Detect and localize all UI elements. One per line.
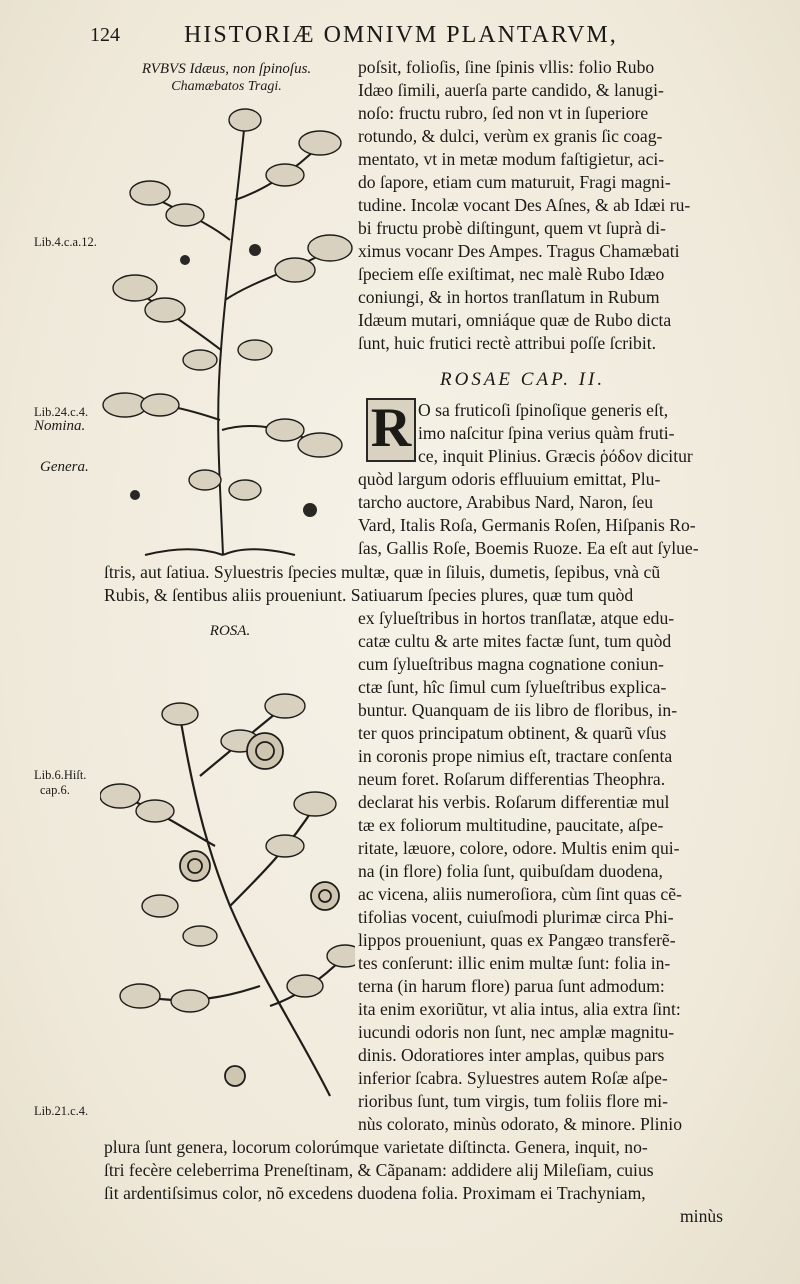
text-line: mentato, vt in metæ modum faſtigietur, aci- (358, 149, 665, 169)
margin-note: Lib.4.c.a.12. (34, 235, 97, 249)
text-line: rotundo, & dulci, verùm ex granis ſic coag- (358, 126, 663, 146)
margin-note: Genera. (40, 459, 89, 475)
figure1-caption-line1: RVBVS Idæus, non ſpinoſus. (141, 61, 312, 77)
text-line: tifolias vocent, cuiuſmodi plurimæ circa Phi- (358, 907, 674, 927)
margin-note: Lib.24.c.4. (34, 405, 89, 419)
dropcap-initial (366, 398, 416, 462)
text-line: Idæo ſimili, auerſa parte candido, & lanugi- (358, 80, 664, 100)
dropcap-letter: R (370, 397, 412, 459)
text-line: neum foret. Roſarum differentias Theophra. (358, 769, 666, 789)
rubus-woodcut-illustration (95, 100, 355, 560)
text-line: imo naſcitur ſpina verius quàm fruti- (418, 423, 675, 443)
text-line: in coronis prope nimius eſt, tractare conſenta (358, 746, 673, 766)
text-line: poſsit, folioſis, ſine ſpinis vllis: folio Rubo (358, 57, 655, 77)
rosa-woodcut-illustration (100, 656, 355, 1116)
figure2-caption: ROSA. (209, 623, 251, 639)
text-line: ſit ardentiſsimus color, nõ excedens duodena folia. Proximam ei Trachyniam, (104, 1183, 646, 1203)
catchword: minùs (680, 1206, 724, 1226)
text-line: ximus vocanr Des Ampes. Tragus Chamæbati (358, 241, 680, 261)
text-line: lippos proueniunt, quas ex Pangæo transferẽ- (358, 930, 676, 950)
text-line: declarat his verbis. Roſarum differentiæ mul (358, 792, 670, 812)
text-line: quòd largum odoris effluuium emittat, Plu- (358, 469, 661, 489)
text-line: Vard, Italis Roſa, Germanis Roſen, Hiſpanis Ro- (358, 515, 696, 535)
text-line: ctæ ſunt, hîc ſimul cum ſylueſtribus explica- (358, 677, 667, 697)
margin-note: Lib.6.Hiſt. (34, 768, 87, 782)
text-line: nùs colorato, minùs odorato, & minore. Plinio (358, 1114, 682, 1134)
text-line: bi fructu probè diſtingunt, quem vt ſuprà di- (358, 218, 666, 238)
figure1-caption (104, 60, 349, 96)
text-line: ſunt, huic frutici rectè attribui poſſe ſcribit. (358, 333, 657, 353)
margin-note: Lib.21.c.4. (34, 1104, 89, 1118)
text-line: tudine. Incolæ vocant Des Aſnes, & ab Idæi ru- (358, 195, 691, 215)
text-line: iucundi odoris non ſunt, nec amplæ magnitu- (358, 1022, 675, 1042)
page-number: 124 (90, 24, 120, 46)
text-line: ac vicena, aliis numeroſiora, cùm ſint quas cẽ- (358, 884, 682, 904)
text-line: Idæum mutari, omniáque quæ de Rubo dicta (358, 310, 672, 330)
text-line: do ſapore, etiam cum maturuit, Fragi magni- (358, 172, 671, 192)
text-line: catæ cultu & arte mites factæ ſunt, tum quòd (358, 631, 672, 651)
text-line: tarcho auctore, Arabibus Nard, Naron, ſeu (358, 492, 654, 512)
text-line: tes conſerunt: illic enim multæ ſunt: folia in- (358, 953, 671, 973)
text-line: plura ſunt genera, locorum colorúmque varietate diſtincta. Genera, inquit, no- (104, 1137, 648, 1157)
text-line: O sa fruticoſi ſpinoſique generis eſt, (418, 400, 669, 420)
text-line: coniungi, & in hortos tranſlatum in Rubum (358, 287, 660, 307)
margin-note: Nomina. (34, 418, 86, 434)
text-line: cum ſylueſtribus magna cognatione coniun- (358, 654, 664, 674)
text-line: ſtri fecère celeberrima Preneſtinam, & Cãpanam: addidere alij Mileſiam, cuius (104, 1160, 654, 1180)
text-line: Rubis, & ſentibus aliis proueniunt. Satiuarum ſpecies plures, quæ tum quòd (104, 585, 634, 605)
text-line: buntur. Quanquam de iis libro de floribus, in- (358, 700, 678, 720)
text-line: ſtris, aut ſatiua. Syluestris ſpecies multæ, quæ in ſiluis, dumetis, ſepibus, vnà cũ (104, 562, 661, 582)
text-line: rioribus ſunt, tum virgis, tum foliis flore mi- (358, 1091, 668, 1111)
text-line: terna (in harum flore) parua ſunt admodum: (358, 976, 665, 996)
text-line: dinis. Odoratiores inter amplas, quibus pars (358, 1045, 665, 1065)
margin-note: cap.6. (40, 783, 70, 797)
text-line: ter quos principatum obtinent, & quarũ vſus (358, 723, 667, 743)
text-line: ritate, læuore, colore, odore. Multis enim qui- (358, 838, 680, 858)
text-line: tæ ex foliorum multitudine, paucitate, aſpe- (358, 815, 664, 835)
text-line: ce, inquit Plinius. Græcis ῥόδον dicitur (418, 446, 693, 466)
figure1-caption-line2: Chamæbatos Tragi. (171, 79, 282, 94)
text-line: inferior ſcabra. Syluestres autem Roſæ aſpe- (358, 1068, 668, 1088)
text-line: ſpeciem eſſe exiſtimat, nec malè Rubo Idæo (358, 264, 665, 284)
running-title: HISTORIÆ OMNIVM PLANTARVM, (184, 22, 618, 48)
chapter-heading: ROSAE CAP. II. (440, 369, 606, 390)
text-line: ex ſylueſtribus in hortos tranſlatæ, atque edu- (358, 608, 675, 628)
text-line: ita enim exoriũtur, vt alia intus, alia extra ſint: (358, 999, 681, 1019)
text-line: na (in flore) folia ſunt, quibuſdam duodena, (358, 861, 663, 881)
text-line: ſas, Gallis Roſe, Boemis Ruoze. Ea eſt aut ſylue- (358, 538, 699, 558)
text-line: noſo: fructu rubro, ſed non vt in ſuperiore (358, 103, 649, 123)
